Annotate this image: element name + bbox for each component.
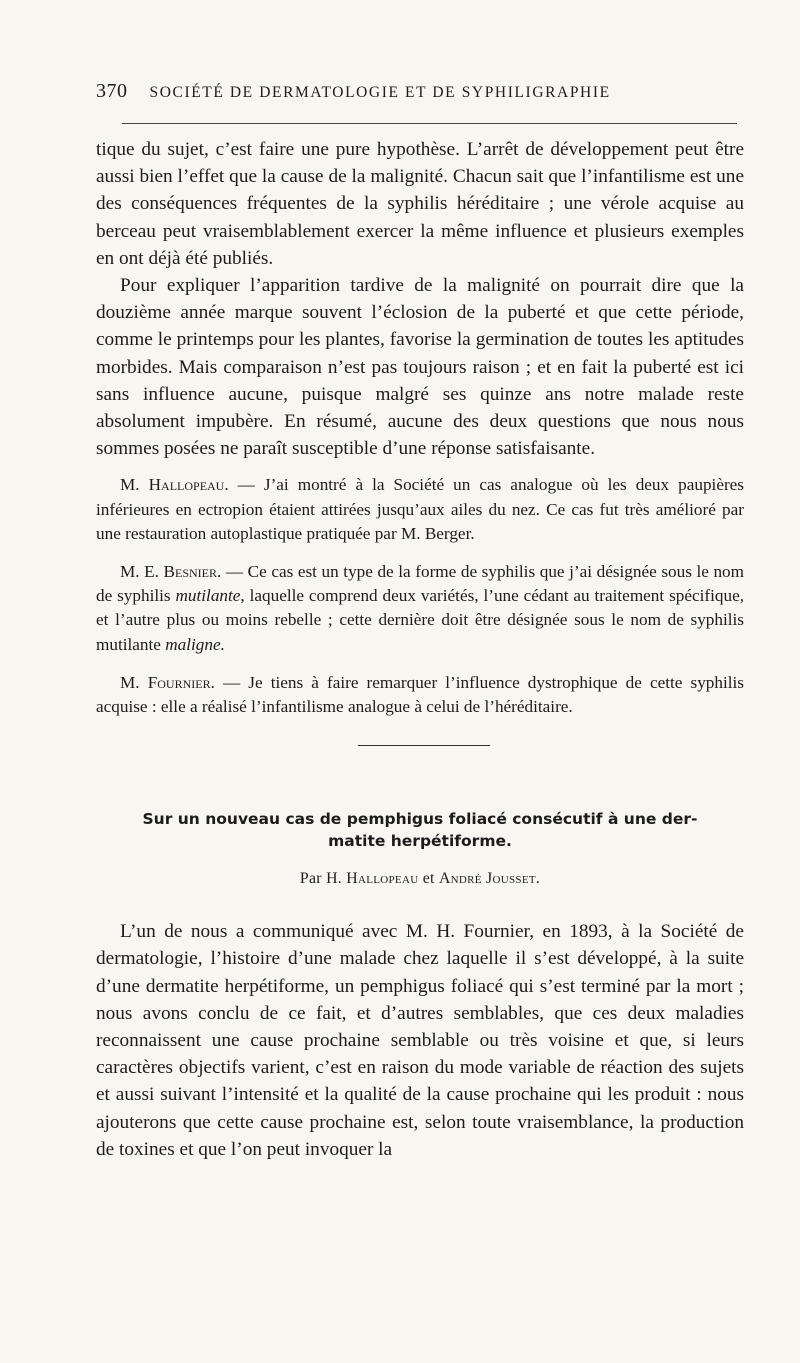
author-name: Hallopeau bbox=[346, 870, 419, 888]
article-title-line-1: Sur un nouveau cas de pemphigus foliacé consécutif à une der- bbox=[142, 810, 698, 829]
article-byline bbox=[96, 870, 744, 888]
discussion-besnier bbox=[96, 560, 744, 657]
speaker-name: Hallopeau. bbox=[148, 475, 229, 495]
author-name: André Jousset. bbox=[438, 870, 541, 888]
running-head bbox=[96, 80, 744, 120]
speaker-prefix: M. bbox=[120, 672, 148, 692]
speaker-prefix: M. E. bbox=[120, 562, 164, 582]
discussion-hallopeau bbox=[96, 473, 744, 546]
speaker-remark: — J’ai montré à la Société un cas analogue où les deux paupières inférieures en ectropion étaient attirées jusqu’aux ailes du nez. Ce cas fut très amélioré par une restauration autoplastique pratiquée par M. Berger. bbox=[96, 475, 744, 543]
header-rule bbox=[122, 123, 737, 124]
paragraph-continued: tique du sujet, c’est faire une pure hypothèse. L’arrêt de développement peut être aussi bien l’effet que la cause de la malignité. Chacun sait que l’infantilisme est une des conséquences fréquentes de la syphilis héréditaire ; une vérole acquise au berceau peut vraisemblablement exercer la même influence et plusieurs exemples en ont déjà été publiés. bbox=[96, 139, 744, 269]
paragraph-puberty: Pour expliquer l’apparition tardive de la malignité on pourrait dire que la douzième année marque souvent l’éclosion de la puberté et que cette période, comme le printemps pour les plantes, favorise la germination de toutes les aptitudes morbides. Mais comparaison n’est pas toujours raison ; et en fait la puberté est ici sans influence aucune, puisque malgré ses quinze ans notre malade reste absolument impubère. En résumé, aucune des deux questions que nous nous sommes posées ne paraît susceptible d’une réponse satisfaisante. bbox=[96, 275, 744, 460]
page-number: 370 bbox=[96, 80, 128, 102]
discussion-fournier bbox=[96, 671, 744, 719]
speaker-name: Fournier. bbox=[147, 672, 215, 692]
book-page bbox=[96, 80, 744, 1163]
article-title bbox=[96, 808, 744, 852]
emphasis-mutilante: mutilante, bbox=[175, 586, 245, 606]
article-title-line-2: matite herpétiforme. bbox=[328, 832, 512, 851]
speaker-name: Besnier. bbox=[163, 562, 222, 582]
speaker-remark: — Je tiens à faire remarquer l’influence dystrophique de cette syphilis acquise : elle a réalisé l’infantilisme analogue à celui de l’héréditaire. bbox=[96, 672, 744, 717]
byline-prefix: Par H. bbox=[299, 870, 347, 888]
running-title: SOCIÉTÉ DE DERMATOLOGIE ET DE SYPHILIGRAPHIE bbox=[149, 84, 611, 101]
speaker-remark-cont: laquelle comprend deux variétés, l’une cédant au traitement spécifique, et l’autre plus ou moins rebelle ; cette dernière doit être désignée sous le nom de syphilis mutilante bbox=[96, 586, 744, 654]
section-divider bbox=[358, 745, 490, 746]
speaker-prefix: M. bbox=[120, 475, 149, 495]
speaker-remark: — Ce cas est un type de la forme de syphilis que j’ai désignée sous le nom de syphilis bbox=[96, 562, 744, 606]
byline-and: et bbox=[418, 870, 439, 888]
emphasis-maligne: maligne. bbox=[165, 634, 225, 654]
article-body: L’un de nous a communiqué avec M. H. Fournier, en 1893, à la Société de dermatologie, l’histoire d’une malade chez laquelle il s’est développé, à la suite d’une dermatite herpétiforme, un pemphigus foliacé qui s’est terminé par la mort ; nous avons conclu de ce fait, et d’autres semblables, que ces deux maladies reconnaissent une cause prochaine semblable ou très voisine et que, si leurs caractères objectifs varient, c’est en raison du mode variable de réaction des sujets et aussi suivant l’intensité et la qualité de la cause prochaine qui les produit : nous ajouterons que cette cause prochaine est, selon toute vraisemblance, la production de toxines et que l’on peut invoquer la bbox=[96, 921, 744, 1160]
